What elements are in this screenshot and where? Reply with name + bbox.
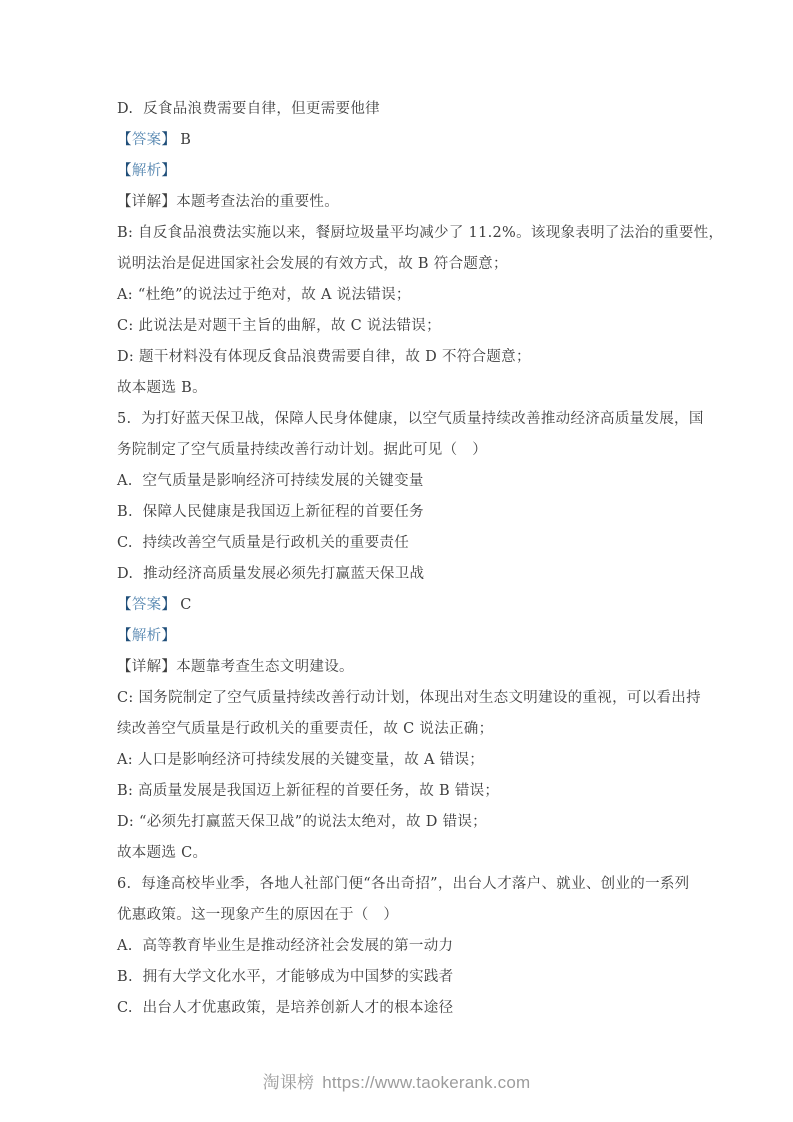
label-bracket-close: 】 (161, 132, 177, 148)
option-line: C. 持续改善空气质量是行政机关的重要责任 (117, 535, 410, 551)
question-line: 5. 为打好蓝天保卫战，保障人民身体健康，以空气质量持续改善推动经济高质量发展，国 (117, 411, 704, 427)
label-bracket-open: 【 (117, 628, 132, 644)
option-line: D. 推动经济高质量发展必须先打赢蓝天保卫战 (117, 566, 425, 582)
footer-site-name: 淘课榜 (262, 1073, 315, 1092)
explanation-line: 说明法治是促进国家社会发展的有效方式，故 B 符合题意； (117, 256, 508, 272)
explanation-line: C: 国务院制定了空气质量持续改善行动计划，体现出对生态文明建设的重视，可以看出持 (117, 690, 701, 706)
analysis-label (117, 621, 717, 652)
explanation-line: A: 人口是影响经济可持续发展的关键变量，故 A 错误； (117, 752, 485, 768)
analysis-label (117, 156, 717, 187)
label-text: 答案 (131, 597, 162, 613)
label-text: 解析 (131, 163, 162, 179)
option-line: D. 反食品浪费需要自律，但更需要他律 (117, 101, 380, 117)
answer-letter: B (180, 132, 192, 148)
explanation-line: A: “杜绝”的说法过于绝对，故 A 说法错误； (117, 287, 411, 303)
label-text: 答案 (131, 132, 162, 148)
question-line: 务院制定了空气质量持续改善行动计划。据此可见（ ） (117, 442, 487, 458)
answer-line (117, 590, 717, 621)
question-line: 优惠政策。这一现象产生的原因在于（ ） (117, 907, 399, 923)
explanation-line: D: 题干材料没有体现反食品浪费需要自律，故 D 不符合题意； (117, 349, 531, 365)
option-line: B. 拥有大学文化水平，才能够成为中国梦的实践者 (117, 969, 454, 985)
label-bracket-open: 【 (117, 163, 132, 179)
detail-line: 【详解】本题靠考查生态文明建设。 (117, 659, 354, 675)
label-bracket-close: 】 (161, 163, 177, 179)
question-line: 6. 每逢高校毕业季，各地人社部门便“各出奇招”，出台人才落户、就业、创业的一系列 (117, 876, 690, 892)
option-line: A. 高等教育毕业生是推动经济社会发展的第一动力 (117, 938, 454, 954)
label-text: 解析 (131, 628, 162, 644)
explanation-line: D: “必须先打赢蓝天保卫战”的说法太绝对，故 D 错误； (117, 814, 487, 830)
option-line: C. 出台人才优惠政策，是培养创新人才的根本途径 (117, 1000, 454, 1016)
footer-site-url: https://www.taokerank.com (322, 1073, 531, 1092)
page-footer (0, 1068, 793, 1093)
option-line: B. 保障人民健康是我国迈上新征程的首要任务 (117, 504, 424, 520)
document-content (117, 94, 724, 1024)
answer-letter: C (180, 597, 192, 613)
explanation-line: B: 高质量发展是我国迈上新征程的首要任务，故 B 错误； (117, 783, 500, 799)
label-bracket-open: 【 (117, 132, 132, 148)
label-bracket-open: 【 (117, 597, 132, 613)
conclusion-line: 故本题选 B。 (117, 380, 207, 396)
detail-line: 【详解】本题考查法治的重要性。 (117, 194, 339, 210)
explanation-line: 续改善空气质量是行政机关的重要责任，故 C 说法正确； (117, 721, 494, 737)
conclusion-line: 故本题选 C。 (117, 845, 208, 861)
option-line: A. 空气质量是影响经济可持续发展的关键变量 (117, 473, 424, 489)
label-bracket-close: 】 (161, 597, 177, 613)
explanation-line: C: 此说法是对题干主旨的曲解，故 C 说法错误； (117, 318, 441, 334)
answer-line (117, 125, 717, 156)
explanation-line: B: 自反食品浪费法实施以来，餐厨垃圾量平均减少了 11.2%。该现象表明了法治的重要性， (117, 225, 724, 241)
label-bracket-close: 】 (161, 628, 177, 644)
